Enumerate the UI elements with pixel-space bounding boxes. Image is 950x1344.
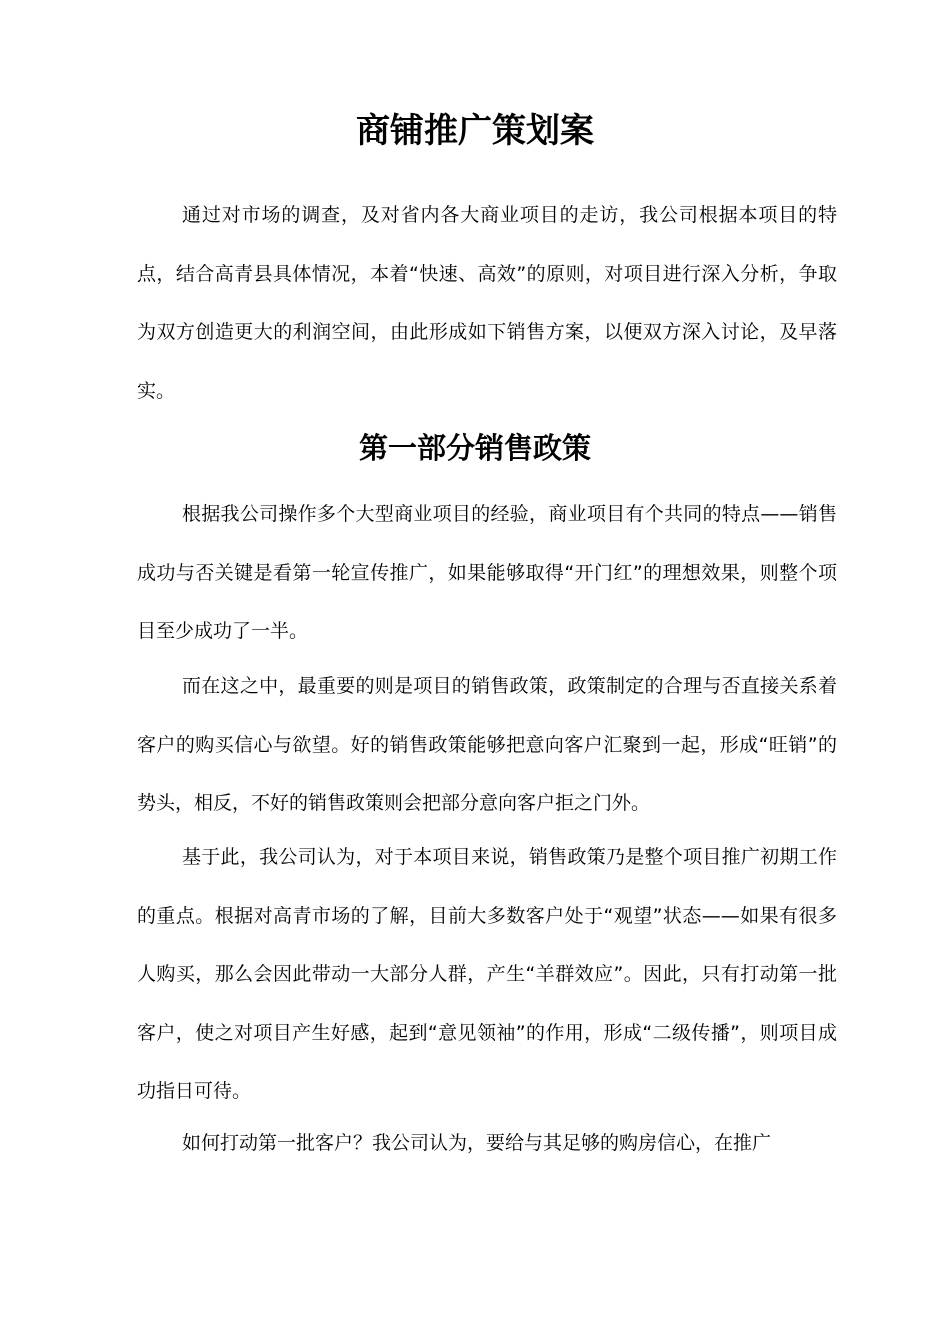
section-paragraph-3: 基于此，我公司认为，对于本项目来说，销售政策乃是整个项目推广初期工作的重点。根据对高青市场的了解，目前大多数客户处于“观望”状态——如果有很多人购买，那么会因此带动一大部分人群，产生“羊群效应”。因此，只有打动第一批客户，使之对项目产生好感，起到“意见领袖”的作用，形成“二级传播”，则项目成功指日可待。 [137, 846, 837, 1102]
section-paragraph-1: 根据我公司操作多个大型商业项目的经验，商业项目有个共同的特点——销售成功与否关键是看第一轮宣传推广，如果能够取得“开门红”的理想效果，则整个项目至少成功了一半。 [137, 503, 837, 642]
section-paragraph-2: 而在这之中，最重要的则是项目的销售政策，政策制定的合理与否直接关系着客户的购买信心与欲望。好的销售政策能够把意向客户汇聚到一起，形成“旺销”的势头，相反，不好的销售政策则会把部分意向客户拒之门外。 [137, 675, 837, 814]
section-heading: 第一部分销售政策 [358, 431, 591, 465]
section-paragraph-4: 如何打动第一批客户？我公司认为，要给与其足够的购房信心，在推广 [182, 1132, 772, 1154]
document-title: 商铺推广策划案 [356, 111, 594, 151]
intro-paragraph: 通过对市场的调查，及对省内各大商业项目的走访，我公司根据本项目的特点，结合高青县具体情况，本着“快速、高效”的原则，对项目进行深入分析，争取为双方创造更大的利润空间，由此形成如下销售方案，以便双方深入讨论，及早落实。 [137, 204, 837, 402]
